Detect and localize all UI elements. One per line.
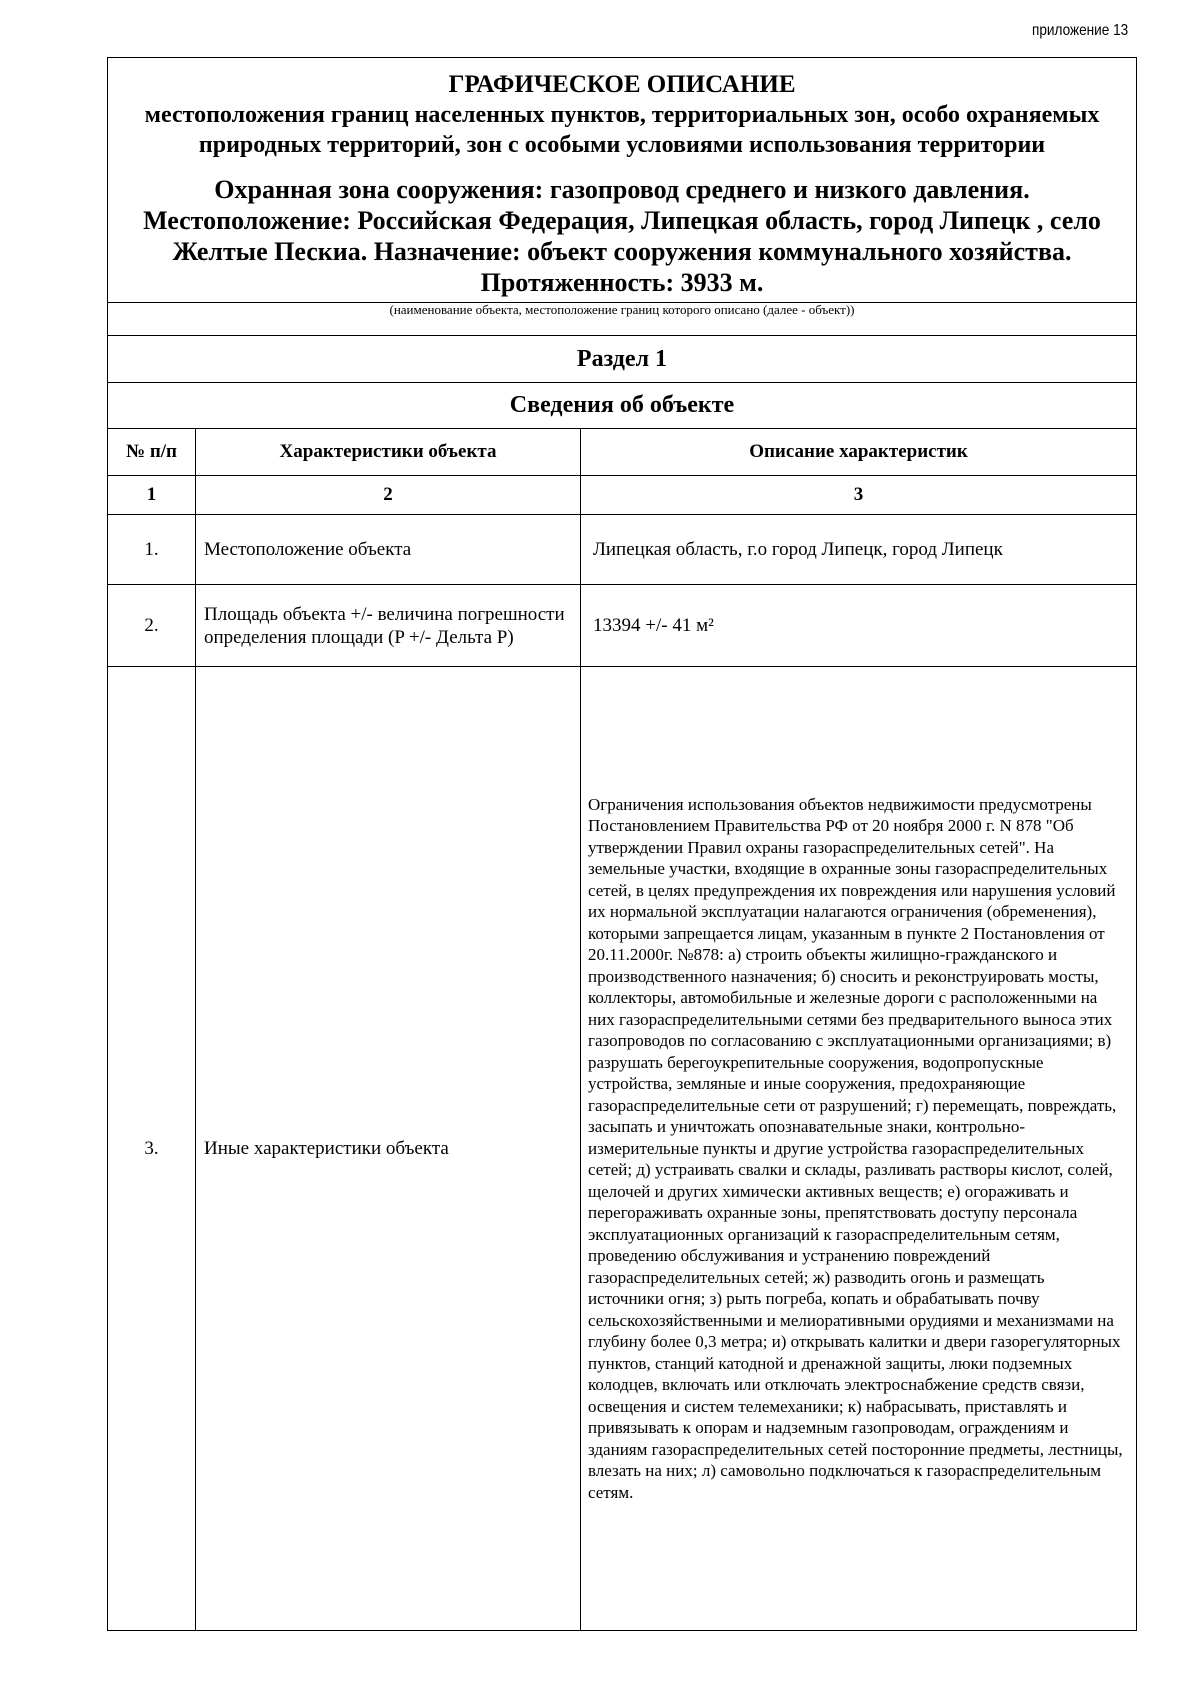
row-characteristic: Иные характеристики объекта	[196, 667, 581, 1631]
header-description: Описание характеристик	[581, 429, 1137, 476]
section-subtitle: Сведения об объекте	[108, 383, 1136, 429]
table-row	[108, 515, 1136, 585]
row-value: Липецкая область, г.о город Липецк, город Липецк	[581, 515, 1137, 585]
object-info-table	[108, 429, 1136, 1630]
table-header-row	[108, 429, 1136, 476]
row-number: 1.	[108, 515, 196, 585]
document-header	[108, 58, 1136, 303]
table-row	[108, 585, 1136, 667]
row-value: 13394 +/- 41 м²	[581, 585, 1137, 667]
row-number: 3.	[108, 667, 196, 1631]
row-number: 2.	[108, 585, 196, 667]
row-value: Ограничения использования объектов недвижимости предусмотрены Постановлением Правительства РФ от 20 ноября 2000 г. N 878 "Об утверждении Правил охраны газораспределительных сетей". На земельные участки, входящие в охранные зоны газораспределительных сетей, в целях предупреждения их повреждения или нарушения условий их нормальной эксплуатации налагаются ограничения (обременения), которыми запрещается лицам, указанным в пункте 2 Постановления от 20.11.2000г. №878: а) строить объекты жилищно-гражданского и производственного назначения; б) сносить и реконструировать мосты, коллекторы, автомобильные и железные дороги с расположенными на них газораспределительными сетями без предварительного выноса этих газопроводов по согласованию с эксплуатационными организациями; в) разрушать берегоукрепительные сооружения, водопропускные устройства, земляные и иные сооружения, предохраняющие газораспределительные сети от разрушений; г) перемещать, повреждать, засыпать и уничтожать опознавательные знаки, контрольно-измерительные пункты и другие устройства газораспределительных сетей; д) устраивать свалки и склады, разливать растворы кислот, солей, щелочей и других химически активных веществ; е) огораживать и перегораживать охранные зоны, препятствовать доступу персонала эксплуатационных организаций к газораспределительным сетям, проведению обслуживания и устранению повреждений газораспределительных сетей; ж) разводить огонь и размещать источники огня; з) рыть погреба, копать и обрабатывать почву сельскохозяйственными и мелиоративными орудиями и механизмами на глубину более 0,3 метра; и) открывать калитки и двери газорегуляторных пунктов, станций катодной и дренажной защиты, люки подземных колодцев, включать или отключать электроснабжение средств связи, освещения и систем телемеханики; к) набрасывать, приставлять и привязывать к опорам и надземным газопроводам, ограждениям и зданиям газораспределительных сетей посторонние предметы, лестницы, влезать на них; л) самовольно подключаться к газораспределительным сетям.	[581, 667, 1137, 1631]
document-subtitle: местоположения границ населенных пунктов, территориальных зон, особо охраняемых природных территорий, зон с особыми условиями использования территории	[144, 102, 1100, 158]
document-frame	[107, 57, 1137, 1631]
column-number: 1	[108, 476, 196, 515]
column-number-row	[108, 476, 1136, 515]
row-characteristic: Местоположение объекта	[196, 515, 581, 585]
object-caption: (наименование объекта, местоположение границ которого описано (далее - объект))	[389, 302, 855, 317]
section-title: Раздел 1	[108, 336, 1136, 383]
table-row	[108, 667, 1136, 1631]
column-number: 2	[196, 476, 581, 515]
caption-row	[108, 303, 1136, 336]
document-title: ГРАФИЧЕСКОЕ ОПИСАНИЕ	[448, 71, 796, 98]
row-characteristic: Площадь объекта +/- величина погрешности определения площади (P +/- Дельта P)	[196, 585, 581, 667]
appendix-label: приложение 13	[1031, 22, 1128, 39]
header-number: № п/п	[108, 429, 196, 476]
header-characteristics: Характеристики объекта	[196, 429, 581, 476]
object-description: Охранная зона сооружения: газопровод среднего и низкого давления. Местоположение: Российская Федерация, Липецкая область, город Липецк , село Желтые Пескиа. Назначение: объект сооружения коммунального хозяйства. Протяженность: 3933 м.	[143, 175, 1101, 297]
column-number: 3	[581, 476, 1137, 515]
